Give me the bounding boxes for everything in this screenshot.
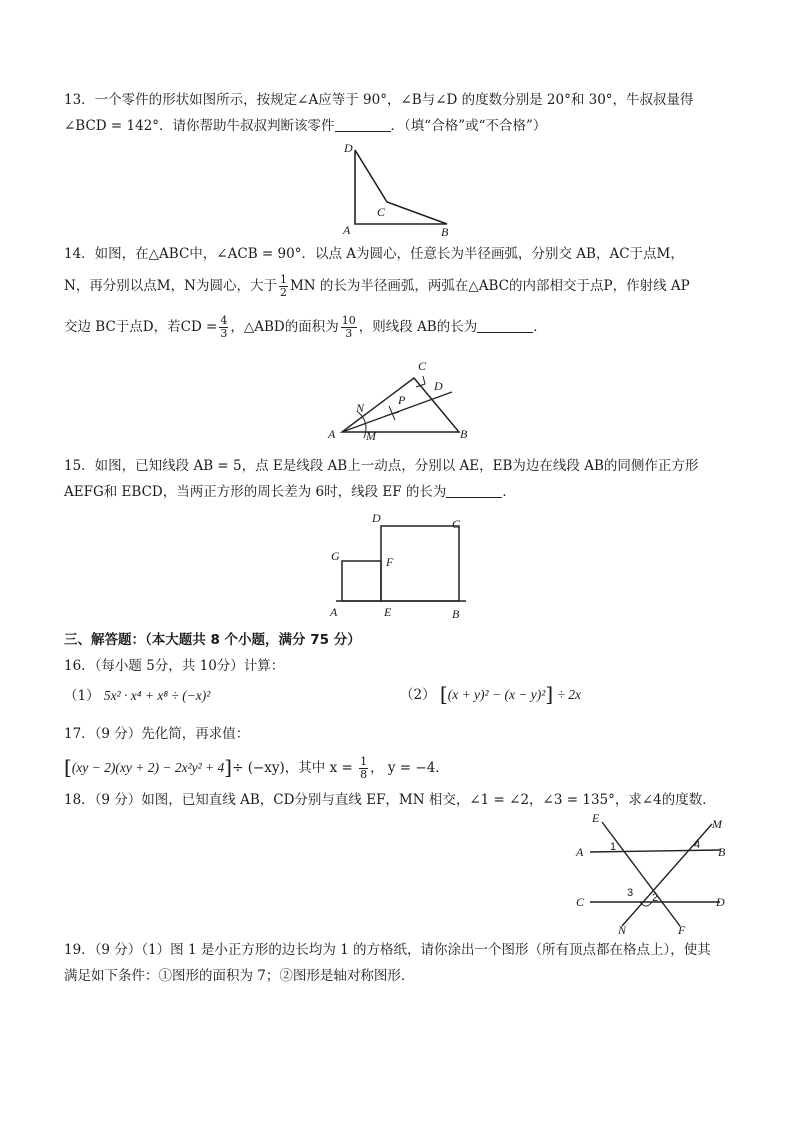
q17-title: 17．（9 分）先化简，再求值：	[64, 726, 250, 742]
q17-frac-x-den: 8	[360, 768, 368, 781]
q14-figure	[322, 356, 482, 446]
q18-label-n: N	[618, 923, 627, 937]
q14-line2-b: MN 的长为半径画弧，两弧在△ABC的内部相交于点P，作射线 AP	[289, 278, 690, 294]
q16-part1-label: （1）	[64, 688, 100, 704]
q16-part2-tail: ÷ 2x	[557, 687, 581, 702]
q13-label-d: D	[344, 141, 353, 155]
q18-figure	[572, 812, 732, 938]
q16-part2-label: （2）	[400, 687, 436, 703]
q17-expr: (xy − 2)(xy + 2) − 2x²y² + 4	[71, 760, 225, 775]
q14-label-c: C	[418, 359, 427, 373]
q18-label-e: E	[592, 812, 600, 825]
q16-part2-bracket-close: ]	[545, 682, 554, 706]
q16-part1-expr: 5x² · x⁴ + x⁸ ÷ (−x)²	[103, 688, 211, 703]
q14-label-d: D	[434, 379, 443, 393]
q14-line3-d: ．	[533, 319, 547, 335]
q19-line2: 满足如下条件：①图形的面积为 7；②图形是轴对称图形．	[64, 968, 415, 984]
q18-label-a: A	[576, 845, 584, 859]
q13-line2	[64, 116, 546, 136]
q16-part2-expr: (x + y)² − (x − y)²	[447, 687, 546, 702]
q18-angle3-label: 3	[627, 887, 634, 899]
q14-line1: 14．如图，在△ABC中，∠ACB = 90°．以点 A为圆心，任意长为半径画弧，分别交 AB，AC于点M，	[64, 246, 684, 262]
q14-line3-c: ，则线段 AB的长为	[358, 319, 478, 335]
q14-frac-cd	[219, 315, 228, 340]
q14-label-n: N	[356, 401, 365, 415]
q13-line1: 13．一个零件的形状如图所示，按规定∠A应等于 90°，∠B与∠D 的度数分别是 20°和 30°，牛叔叔量得	[64, 92, 694, 108]
q15-label-g: G	[331, 549, 340, 563]
q14-label-p: P	[398, 393, 406, 407]
q17-frac-x-num: 1	[360, 755, 368, 768]
q17-tail-b: ， y = −4．	[370, 760, 449, 776]
q15-figure	[326, 508, 476, 620]
q13-line2-b: ．（填“合格”或“不合格”）	[390, 118, 547, 134]
q14-frac-area-den: 3	[345, 327, 353, 340]
q14-arc-cross	[385, 406, 399, 420]
q16-title: 16．（每小题 5分，共 10分）计算：	[64, 658, 285, 674]
q13-label-a: A	[343, 223, 351, 237]
q18-text: 18．（9 分）如图，已知直线 AB，CD分别与直线 EF，MN 相交，∠1 = ∠2，∠3 = 135°，求∠4的度数．	[64, 792, 716, 808]
q17-expression	[64, 752, 449, 782]
q16-part1	[64, 686, 210, 706]
q14-frac-area	[341, 315, 357, 340]
q15-label-d: D	[372, 511, 381, 525]
q15-label-b: B	[452, 607, 460, 620]
q16-part2-bracket-open: [	[439, 682, 448, 706]
q14-frac-cd-num: 4	[220, 314, 228, 327]
q15-line1: 15．如图，已知线段 AB = 5，点 E是线段 AB上一动点，分别以 AE，EB为边在线段 AB的同侧作正方形	[64, 458, 699, 474]
q15-square-aefg	[342, 561, 381, 601]
q18-label-f: F	[678, 923, 686, 937]
q16-part2	[400, 684, 581, 705]
q14-frac-half-num: 1	[279, 273, 287, 286]
q14-line3	[64, 312, 547, 342]
q18-angle1-label: 1	[610, 841, 617, 853]
section-3-heading: 三、解答题：（本大题共 8 个小题，满分 75 分）	[64, 632, 361, 648]
q15-label-a: A	[330, 605, 338, 619]
q14-answer-blank	[477, 318, 533, 333]
q13-label-c: C	[377, 205, 386, 219]
q14-frac-area-num: 10	[341, 314, 356, 327]
q15-line2	[64, 482, 516, 502]
q14-label-a: A	[328, 427, 336, 441]
q13-answer-blank	[335, 117, 391, 132]
q13-figure	[335, 138, 465, 238]
q17-bracket-close: ]	[224, 755, 233, 779]
q14-frac-half-den: 2	[279, 286, 287, 299]
q15-answer-blank	[446, 483, 502, 498]
q14-line3-b: ，△ABD的面积为	[230, 319, 339, 335]
q14-line2-a: N，再分别以点M，N为圆心，大于	[64, 278, 277, 294]
q14-label-m: M	[366, 429, 376, 443]
q14-line2	[64, 272, 690, 300]
q18-label-d: D	[716, 895, 725, 909]
q14-frac-cd-den: 3	[220, 327, 228, 340]
q18-angle4-label: 4	[694, 839, 701, 851]
q13-shape	[355, 150, 447, 224]
q15-label-e: E	[384, 605, 392, 619]
q18-angle2-label: 2	[652, 892, 659, 904]
q15-label-c: C	[452, 517, 461, 531]
q15-line2-b: ．	[502, 484, 516, 500]
q17-frac-x	[359, 756, 368, 781]
q14-line3-a: 交边 BC于点D，若CD =	[64, 319, 218, 335]
q19-line1: 19．（9 分）（1）图 1 是小正方形的边长均为 1 的方格纸，请你涂出一个图形（所有顶点都在格点上），使其	[64, 942, 711, 958]
q18-label-m: M	[712, 817, 722, 831]
q18-label-b: B	[718, 845, 726, 859]
q15-line2-a: AEFG和 EBCD，当两正方形的周长差为 6时，线段 EF 的长为	[64, 484, 447, 500]
q13-line2-a: ∠BCD = 142°．请你帮助牛叔叔判断该零件	[64, 118, 335, 134]
q18-label-c: C	[576, 895, 585, 909]
q13-label-b: B	[441, 225, 449, 238]
q15-label-f: F	[386, 555, 394, 569]
q17-tail-a: ÷ (−xy)，其中 x =	[232, 760, 353, 776]
q17-bracket-open: [	[64, 755, 72, 779]
q14-frac-half	[279, 274, 288, 299]
q14-label-b: B	[460, 427, 468, 441]
